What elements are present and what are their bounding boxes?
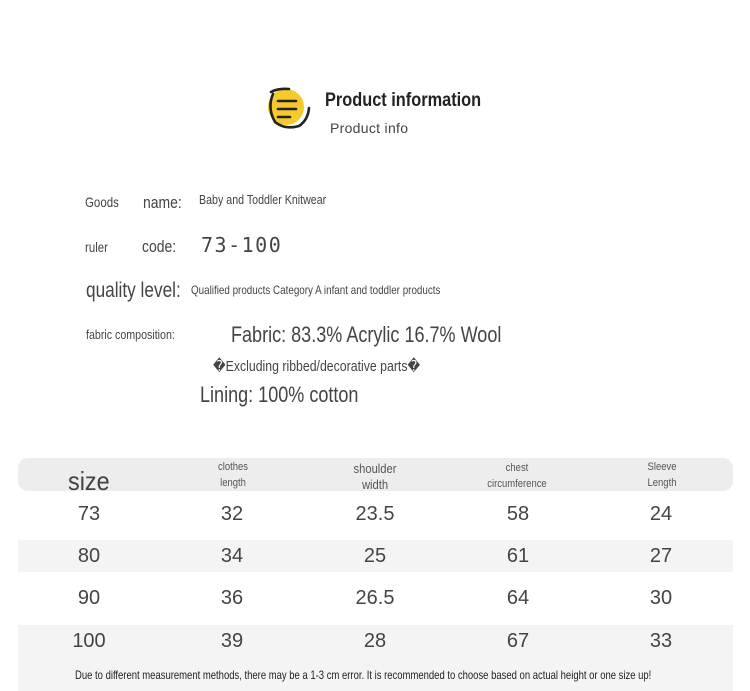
section-subtitle: Product info (330, 120, 409, 136)
ruler-value: 73-100 (201, 233, 283, 257)
table-cell: 67 (506, 630, 530, 652)
table-cell: 61 (506, 545, 530, 567)
goods-value: Baby and Toddler Knitwear (199, 192, 327, 207)
table-cell: 33 (649, 630, 673, 652)
table-cell: 34 (220, 545, 244, 567)
goods-label: Goods (85, 194, 119, 210)
table-cell: 30 (649, 587, 673, 609)
ruler-label-suffix: code: (142, 237, 177, 256)
table-cell: 73 (77, 503, 101, 525)
table-cell: 39 (220, 630, 244, 652)
table-cell: 27 (649, 545, 673, 567)
table-cell: 24 (649, 503, 673, 525)
table-cell: 23.5 (355, 503, 395, 525)
fabric-label: fabric composition: (86, 327, 175, 342)
product-info-icon (263, 86, 313, 132)
goods-label-suffix: name: (143, 193, 182, 212)
header-chest-circumference: chest circumference (487, 462, 547, 490)
measurement-note: Due to different measurement methods, there may be a 1-3 cm error. It is recommended to choose based on actual height or one size up! (75, 668, 652, 682)
table-cell: 32 (220, 503, 244, 525)
table-cell: 80 (77, 545, 101, 567)
header-sleeve-length: Sleeve Length (647, 461, 677, 489)
header-shoulder-width: shoulder width (353, 461, 397, 492)
quality-value: Qualified products Category A infant and toddler products (191, 283, 441, 297)
table-cell: 36 (220, 587, 244, 609)
table-cell: 58 (506, 503, 530, 525)
table-cell: 25 (363, 545, 387, 567)
header-clothes-length: clothes length (218, 461, 248, 489)
table-cell: 26.5 (355, 587, 395, 609)
table-cell: 90 (77, 587, 101, 609)
fabric-note: �Excluding ribbed/decorative parts� (213, 358, 421, 375)
ruler-label: ruler (85, 239, 108, 255)
table-cell: 64 (506, 587, 530, 609)
lining-value: Lining: 100% cotton (200, 382, 359, 407)
section-title: Product information (325, 90, 482, 111)
fabric-value: Fabric: 83.3% Acrylic 16.7% Wool (231, 322, 502, 347)
quality-label: quality level: (86, 279, 181, 302)
header-size: size (68, 466, 110, 496)
table-cell: 28 (363, 630, 387, 652)
table-cell: 100 (72, 630, 106, 652)
